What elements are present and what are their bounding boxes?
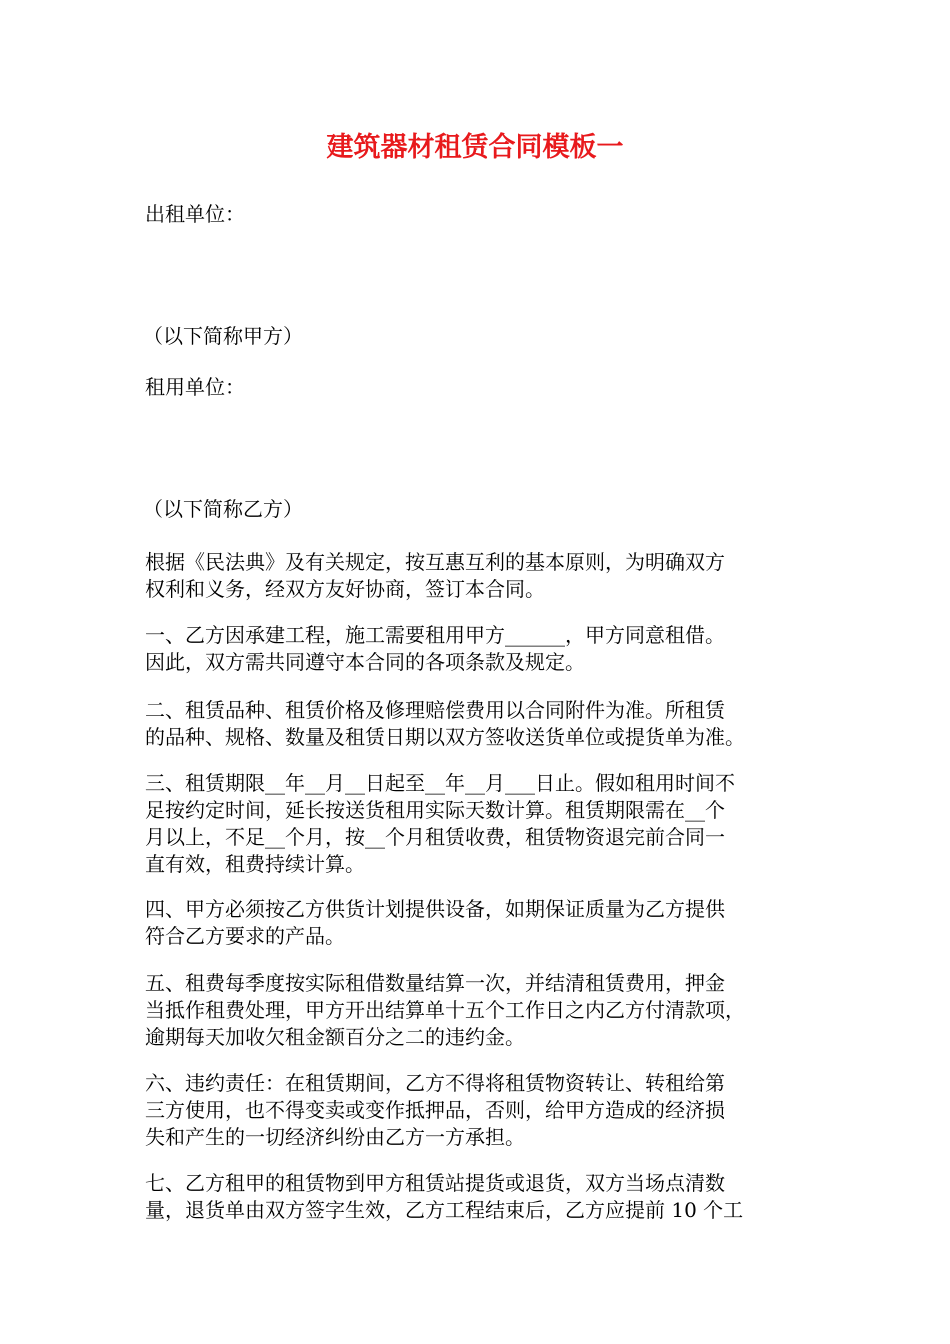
paragraph-line: 的品种、规格、数量及租赁日期以双方签收送货单位或提货单为准。 [145, 725, 745, 749]
paragraph-line: 权利和义务，经双方友好协商，签订本合同。 [145, 577, 545, 601]
paragraph-line: 四、甲方必须按乙方供货计划提供设备，如期保证质量为乙方提供 [145, 897, 725, 921]
paragraph-line: 因此，双方需共同遵守本合同的各项条款及规定。 [145, 650, 585, 674]
paragraph-line: 三、租赁期限__年__月__日起至__年__月___日止。假如租用时间不 [145, 771, 735, 795]
paragraph-line: 足按约定时间，延长按送货租用实际天数计算。租赁期限需在__个 [145, 798, 725, 822]
lessor-label: 出租单位： [145, 202, 245, 226]
lessee-label: 租用单位： [145, 375, 245, 399]
paragraph-line: 当抵作租费处理，甲方开出结算单十五个工作日之内乙方付清款项， [145, 998, 745, 1022]
paragraph-clause-4 [145, 896, 810, 950]
paragraph-line: 根据《民法典》及有关规定，按互惠互利的基本原则，为明确双方 [145, 550, 725, 574]
paragraph-clause-3 [145, 770, 810, 878]
paragraph-line: 七、乙方租甲的租赁物到甲方租赁站提货或退货，双方当场点清数 [145, 1171, 725, 1195]
paragraph-clause-7 [145, 1170, 810, 1224]
paragraph-line: 一、乙方因承建工程，施工需要租用甲方______，甲方同意租借。 [145, 623, 725, 647]
paragraph-line: 失和产生的一切经济纠纷由乙方一方承担。 [145, 1125, 525, 1149]
lessor-note: （以下简称甲方） [143, 324, 303, 348]
paragraph-clause-5 [145, 970, 810, 1051]
paragraph-line: 直有效，租费持续计算。 [145, 852, 365, 876]
document-title: 建筑器材租赁合同模板一 [326, 132, 624, 163]
paragraph-line: 六、违约责任：在租赁期间，乙方不得将租赁物资转让、转租给第 [145, 1071, 725, 1095]
paragraph-line: 月以上，不足__个月，按__个月租赁收费，租赁物资退完前合同一 [145, 825, 725, 849]
paragraph-line: 逾期每天加收欠租金额百分之二的违约金。 [145, 1025, 525, 1049]
paragraph-clause-2 [145, 697, 810, 751]
paragraph-line: 三方使用，也不得变卖或变作抵押品，否则，给甲方造成的经济损 [145, 1098, 725, 1122]
paragraph-preamble [145, 549, 810, 603]
paragraph-clause-6 [145, 1070, 810, 1151]
paragraph-line: 二、租赁品种、租赁价格及修理赔偿费用以合同附件为准。所租赁 [145, 698, 725, 722]
paragraph-line: 符合乙方要求的产品。 [145, 924, 345, 948]
paragraph-clause-1 [145, 622, 810, 676]
paragraph-line: 五、租费每季度按实际租借数量结算一次，并结清租赁费用，押金 [145, 971, 725, 995]
paragraph-line: 量，退货单由双方签字生效，乙方工程结束后，乙方应提前 10 个工 [145, 1198, 744, 1222]
lessee-note: （以下简称乙方） [143, 497, 303, 521]
